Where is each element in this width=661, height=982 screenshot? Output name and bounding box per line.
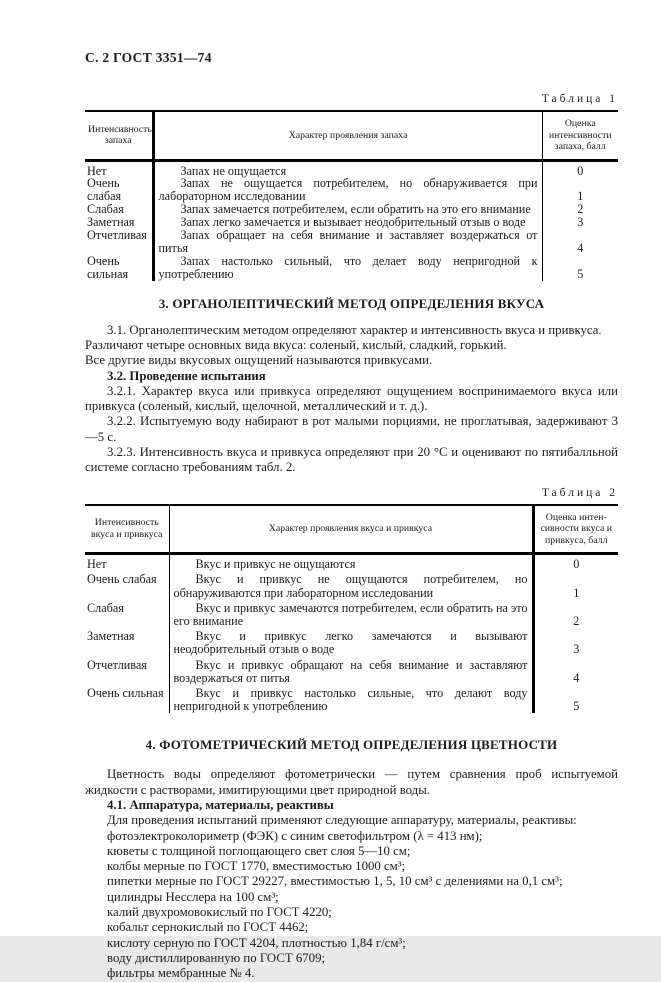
paragraph: 3.2.2. Испытуемую воду набирают в рот малыми порциями, не проглатывая, задерживают 3—5 с.: [85, 414, 618, 444]
list-item: воду дистиллированную по ГОСТ 6709;: [107, 950, 326, 965]
intensity-cell: Заметная: [85, 216, 153, 229]
description-cell: Запах не ощущается потребителем, но обнаруживается при лабораторном исследовании: [153, 177, 542, 203]
list-item: колбы мерные по ГОСТ 1770, вместимостью 1000 см³;: [107, 859, 406, 874]
list-item: калий двухромовокислый по ГОСТ 4220;: [107, 905, 332, 920]
table-row: [85, 600, 618, 628]
column-header: Характер проявления запаха: [153, 111, 542, 160]
list-item: кислоту серную по ГОСТ 4204, плотностью 1,84 г/см³;: [107, 935, 406, 950]
list-item: кюветы с толщиной поглощающего свет слоя 5—10 см;: [107, 843, 411, 858]
list-item: фотоэлектроколориметр (ФЭК) с синим светофильтром (λ = 413 нм);: [107, 828, 483, 843]
column-header: Оценка интенсивности вкуса и привкуса, балл: [533, 505, 618, 554]
intensity-cell: Заметная: [85, 628, 169, 656]
description-cell: Запах настолько сильный, что делает воду непригодной к употреблению: [153, 255, 542, 281]
paragraph: Цветность воды определяют фотометрически — путем сравнения проб испытуемой жидкости с растворами, имитирующими цвет природной воды.: [85, 767, 618, 797]
column-header: Оценка интенсивности запаха, балл: [542, 111, 618, 160]
description-cell: Запах замечается потребителем, если обратить на это его внимание: [153, 203, 542, 216]
table-header-row: [85, 111, 618, 160]
description-cell: Запах не ощущается: [153, 160, 542, 177]
intensity-cell: Нет: [85, 160, 153, 177]
intensity-cell: Слабая: [85, 600, 169, 628]
score-cell: 5: [573, 699, 580, 714]
subsection-heading: 4.1. Аппаратура, материалы, реактивы: [107, 797, 334, 812]
intensity-cell: Очень слабая: [85, 177, 153, 203]
paragraph: Для проведения испытаний применяют следующие аппаратуру, материалы, реактивы:: [107, 813, 577, 828]
paragraph: 3.1. Органолептическим методом определяют характер и интенсивность вкуса и привкуса.: [107, 322, 602, 337]
intensity-cell: Очень слабая: [85, 571, 169, 599]
score-cell: 2: [577, 202, 584, 217]
score-cell: 3: [573, 642, 580, 657]
score-cell: 2: [573, 613, 580, 628]
intensity-cell: Отчетливая: [85, 657, 169, 685]
page-header: С. 2 ГОСТ 3351—74: [85, 50, 212, 65]
score-cell: 1: [577, 189, 584, 204]
table-row: [85, 177, 618, 203]
description-cell: Вкус и привкус не ощущаются потребителем, но обнаруживаются при лабораторном исследовании: [169, 571, 533, 599]
score-cell: 3: [577, 215, 584, 230]
description-cell: Запах обращает на себя внимание и заставляет воздержаться от питья: [153, 229, 542, 255]
table1-label: Таблица 1: [541, 93, 618, 105]
intensity-cell: Очень сильная: [85, 685, 169, 713]
score-cell: 4: [573, 670, 580, 685]
table1-odor-intensity: [85, 110, 618, 281]
column-header: Характер проявления вкуса и привкуса: [169, 505, 533, 554]
table2-taste-intensity: [85, 504, 618, 714]
section4-heading: 4. ФОТОМЕТРИЧЕСКИЙ МЕТОД ОПРЕДЕЛЕНИЯ ЦВЕТНОСТИ: [145, 737, 558, 753]
table-row: [85, 685, 618, 713]
table-row: [85, 571, 618, 599]
intensity-cell: Нет: [85, 554, 169, 572]
description-cell: Вкус и привкус не ощущаются: [169, 554, 533, 572]
description-cell: Вкус и привкус легко замечаются и вызывают неодобрительный отзыв о воде: [169, 628, 533, 656]
description-cell: Вкус и привкус настолько сильные, что делают воду непригодной к употреблению: [169, 685, 533, 713]
section3-heading: 3. ОРГАНОЛЕПТИЧЕСКИЙ МЕТОД ОПРЕДЕЛЕНИЯ ВКУСА: [158, 295, 545, 311]
table-row: [85, 657, 618, 685]
paragraph: Все другие виды вкусовых ощущений называются привкусами.: [85, 353, 433, 368]
paragraph: 3.2.1. Характер вкуса или привкуса определяют ощущением воспринимаемого вкуса или привкуса (соленый, кислый, щелочной, металлический и т. д.).: [85, 383, 618, 414]
table-row: [85, 229, 618, 255]
intensity-cell: Отчетливая: [85, 229, 153, 255]
score-cell: 4: [577, 240, 584, 255]
description-cell: Запах легко замечается и вызывает неодобрительный отзыв о воде: [153, 216, 542, 229]
intensity-cell: Очень сильная: [85, 255, 153, 281]
list-item: кобальт сернокислый по ГОСТ 4462;: [107, 920, 309, 935]
score-cell: 5: [577, 266, 584, 281]
score-cell: 0: [573, 557, 580, 572]
list-item: фильтры мембранные № 4.: [107, 966, 255, 981]
score-cell: 1: [573, 585, 580, 600]
description-cell: Вкус и привкус обращают на себя внимание и заставляют воздержаться от питья: [169, 657, 533, 685]
table-row: [85, 554, 618, 572]
reagent-list: [85, 829, 618, 982]
table-row: [85, 160, 618, 177]
list-item: цилиндры Несслера на 100 см³;: [107, 889, 279, 904]
paragraph: Различают четыре основных вида вкуса: соленый, кислый, сладкий, горький.: [85, 337, 507, 352]
table2-label: Таблица 2: [541, 486, 618, 499]
score-cell: 0: [577, 163, 584, 178]
column-header: Интенсивность запаха: [85, 111, 153, 160]
description-cell: Вкус и привкус замечаются потребителем, если обратить на это его внимание: [169, 600, 533, 628]
list-item: пипетки мерные по ГОСТ 29227, вместимостью 1, 5, 10 см³ с делениями на 0,1 см³;: [107, 874, 563, 889]
paragraph: 3.2.3. Интенсивность вкуса и привкуса определяют при 20 °С и оценивают по пятибалльной системе согласно требованиям табл. 2.: [85, 445, 618, 475]
subsection-heading: 3.2. Проведение испытания: [107, 368, 266, 383]
intensity-cell: Слабая: [85, 203, 153, 216]
column-header: Интенсивность вкуса и привкуса: [85, 505, 169, 554]
table-header-row: [85, 505, 618, 554]
table-row: [85, 628, 618, 656]
table-row: [85, 255, 618, 281]
